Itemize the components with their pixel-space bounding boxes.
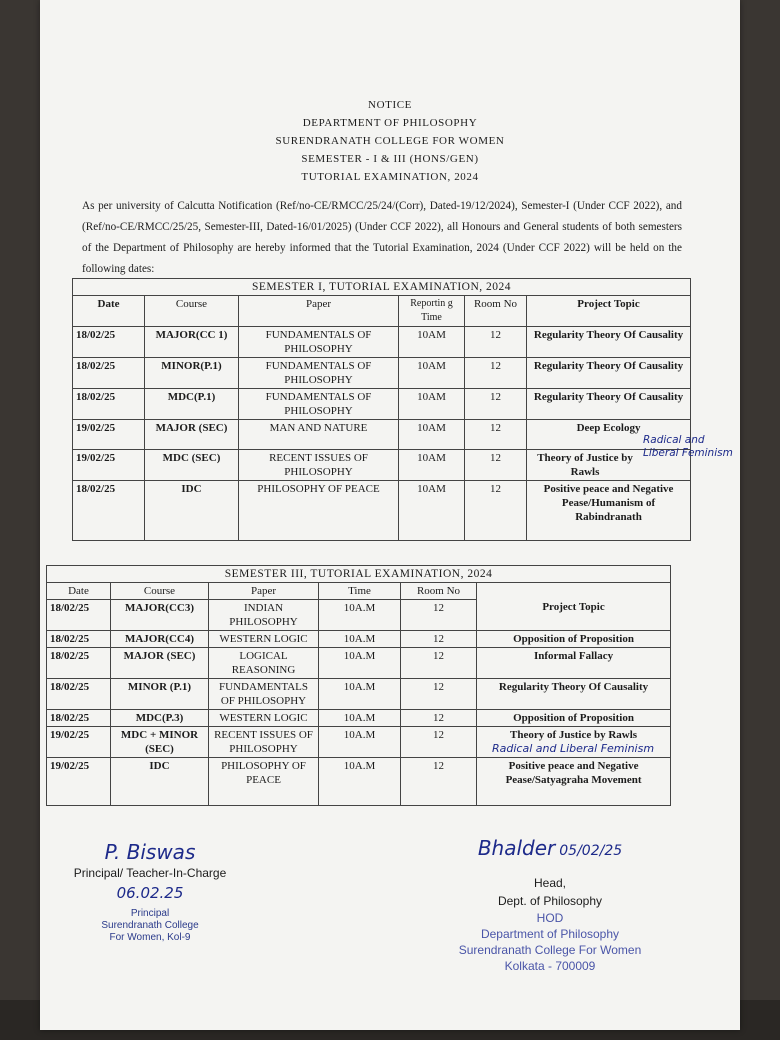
cell-course: MAJOR (SEC) (145, 420, 239, 450)
cell-date: 19/02/25 (73, 450, 145, 481)
cell-time: 10A.M (319, 727, 401, 758)
cell-date: 18/02/25 (73, 358, 145, 389)
column-header: Reportin g Time (399, 296, 465, 327)
cell-room: 12 (401, 727, 477, 758)
column-header: Paper (239, 296, 399, 327)
cell-topic: Theory of Justice by Rawls (477, 727, 671, 758)
cell-time: 10A.M (319, 758, 401, 806)
table-row (47, 679, 671, 710)
table-row (47, 648, 671, 679)
cell-room: 12 (401, 679, 477, 710)
cell-course: IDC (111, 758, 209, 806)
cell-paper: PHILOSOPHY OF PEACE (209, 758, 319, 806)
stamp-line: For Women, Kol-9 (109, 932, 191, 943)
header-line: NOTICE (368, 99, 412, 111)
notice-header (40, 96, 740, 186)
column-header: Room No (465, 296, 527, 327)
cell-date: 19/02/25 (73, 420, 145, 450)
cell-time: 10A.M (319, 710, 401, 727)
table-row (73, 450, 691, 481)
cell-course: MAJOR(CC 1) (145, 327, 239, 358)
cell-topic: Regularity Theory Of Causality (477, 679, 671, 710)
cell-time: 10A.M (319, 631, 401, 648)
semester-3-table (46, 565, 671, 806)
cell-course: MINOR(P.1) (145, 358, 239, 389)
signatory-role (430, 874, 670, 910)
cell-room: 12 (401, 758, 477, 806)
cell-date: 18/02/25 (47, 631, 111, 648)
cell-time: 10AM (399, 481, 465, 541)
cell-topic: Positive peace and Negative Pease/Humanism of Rabindranath (527, 481, 691, 541)
cell-time: 10A.M (319, 648, 401, 679)
cell-course: MINOR (P.1) (111, 679, 209, 710)
cell-topic: Regularity Theory Of Causality (527, 327, 691, 358)
header-line: TUTORIAL EXAMINATION, 2024 (301, 171, 479, 183)
hod-signature-block (430, 836, 670, 974)
table-caption: SEMESTER III, TUTORIAL EXAMINATION, 2024 (47, 566, 671, 583)
column-header: Paper (209, 583, 319, 600)
signature-date: 06.02.25 (116, 884, 184, 902)
handwritten-note: Radical and Liberal Feminism (643, 434, 733, 459)
column-header: Room No (401, 583, 477, 600)
cell-date: 19/02/25 (47, 727, 111, 758)
cell-topic: Regularity Theory Of Causality (527, 358, 691, 389)
column-header: Time (319, 583, 401, 600)
cell-time: 10A.M (319, 679, 401, 710)
stamp-line: HOD (536, 911, 564, 925)
cell-topic: Deep Ecology (527, 420, 691, 450)
cell-date: 18/02/25 (47, 710, 111, 727)
cell-course: MDC + MINOR (SEC) (111, 727, 209, 758)
cell-time: 10AM (399, 358, 465, 389)
cell-paper: WESTERN LOGIC (209, 710, 319, 727)
signatory-role: Principal/ Teacher-In-Charge (73, 866, 227, 880)
table-row (73, 327, 691, 358)
table-caption: SEMESTER I, TUTORIAL EXAMINATION, 2024 (73, 279, 691, 296)
column-header: Date (47, 583, 111, 600)
cell-paper: RECENT ISSUES OF PHILOSOPHY (239, 450, 399, 481)
cell-course: MDC(P.1) (145, 389, 239, 420)
role-line: Head, (533, 876, 567, 890)
cell-topic: Opposition of Proposition (477, 710, 671, 727)
cell-course: MDC(P.3) (111, 710, 209, 727)
table-row (73, 358, 691, 389)
table-row (47, 631, 671, 648)
handwritten-note: Radical and Liberal Feminism (492, 742, 655, 755)
cell-course: MAJOR(CC3) (111, 600, 209, 631)
signature-line (430, 836, 670, 860)
column-header: Project Topic (527, 296, 691, 327)
header-line: SURENDRANATH COLLEGE FOR WOMEN (275, 135, 505, 147)
cell-date: 18/02/25 (73, 481, 145, 541)
cell-paper: FUNDAMENTALS OF PHILOSOPHY (239, 389, 399, 420)
cell-date: 18/02/25 (47, 600, 111, 631)
table-row (73, 389, 691, 420)
cell-time: 10A.M (319, 600, 401, 631)
cell-room: 12 (465, 481, 527, 541)
cell-topic: Theory of Justice by Rawls (527, 450, 691, 481)
cell-date: 19/02/25 (47, 758, 111, 806)
cell-room: 12 (465, 358, 527, 389)
notice-paper (40, 0, 740, 1030)
cell-paper: FUNDAMENTALS OF PHILOSOPHY (239, 327, 399, 358)
cell-paper: FUNDAMENTALS OF PHILOSOPHY (239, 358, 399, 389)
cell-room: 12 (401, 648, 477, 679)
stamp-line: Surendranath College (101, 920, 199, 931)
column-header: Date (73, 296, 145, 327)
cell-room: 12 (401, 631, 477, 648)
column-header: Course (111, 583, 209, 600)
signature-date: 05/02/25 (559, 843, 623, 859)
table-row (73, 420, 691, 450)
table-row (47, 758, 671, 806)
official-stamp (50, 908, 250, 944)
cell-paper: LOGICAL REASONING (209, 648, 319, 679)
cell-paper: INDIAN PHILOSOPHY (209, 600, 319, 631)
cell-room: 12 (401, 710, 477, 727)
cell-course: IDC (145, 481, 239, 541)
cell-paper: WESTERN LOGIC (209, 631, 319, 648)
cell-date: 18/02/25 (73, 327, 145, 358)
stamp-line: Kolkata - 700009 (504, 959, 596, 973)
cell-topic: Regularity Theory Of Causality (527, 389, 691, 420)
cell-room: 12 (465, 327, 527, 358)
cell-room: 12 (465, 389, 527, 420)
cell-course: MDC (SEC) (145, 450, 239, 481)
stamp-line: Department of Philosophy (480, 927, 620, 941)
cell-topic: Opposition of Proposition (477, 631, 671, 648)
principal-signature-block (50, 840, 250, 944)
signature-scribble: P. Biswas (104, 840, 196, 864)
semester-1-table (72, 278, 691, 541)
cell-topic: Positive peace and Negative Pease/Satyagraha Movement (477, 758, 671, 806)
cell-date: 18/02/25 (47, 648, 111, 679)
header-line: SEMESTER - I & III (HONS/GEN) (301, 153, 479, 165)
intro-paragraph: As per university of Calcutta Notification (Ref/no-CE/RMCC/25/24/(Corr), Dated-19/12/2024), Semester-I (Under CCF 2022), and (Ref/no-CE/RMCC/25/25, Semester-III, Dated-16/01/2025) (Under CCF 2022), all Honours and General students of both semesters of the Department of Philosophy are hereby informed that the Tutorial Examination, 2024 (Under CCF 2022) will be held on the following dates: (82, 200, 682, 275)
cell-paper: PHILOSOPHY OF PEACE (239, 481, 399, 541)
cell-room: 12 (465, 450, 527, 481)
cell-paper: RECENT ISSUES OF PHILOSOPHY (209, 727, 319, 758)
cell-course: MAJOR(CC4) (111, 631, 209, 648)
official-stamp (430, 910, 670, 974)
column-header: Project Topic (477, 583, 671, 631)
cell-time: 10AM (399, 420, 465, 450)
cell-time: 10AM (399, 327, 465, 358)
role-line: Dept. of Philosophy (497, 894, 603, 908)
cell-time: 10AM (399, 389, 465, 420)
cell-time: 10AM (399, 450, 465, 481)
header-line: DEPARTMENT OF PHILOSOPHY (302, 117, 478, 129)
stamp-line: Surendranath College For Women (458, 943, 642, 957)
cell-paper: FUNDAMENTALS OF PHILOSOPHY (209, 679, 319, 710)
signature-scribble: Bhalder (477, 836, 556, 860)
table-row (73, 481, 691, 541)
cell-topic: Informal Fallacy (477, 648, 671, 679)
cell-date: 18/02/25 (73, 389, 145, 420)
cell-course: MAJOR (SEC) (111, 648, 209, 679)
cell-room: 12 (401, 600, 477, 631)
table-row (47, 710, 671, 727)
cell-paper: MAN AND NATURE (239, 420, 399, 450)
stamp-line: Principal (130, 908, 170, 919)
column-header: Course (145, 296, 239, 327)
cell-date: 18/02/25 (47, 679, 111, 710)
cell-room: 12 (465, 420, 527, 450)
